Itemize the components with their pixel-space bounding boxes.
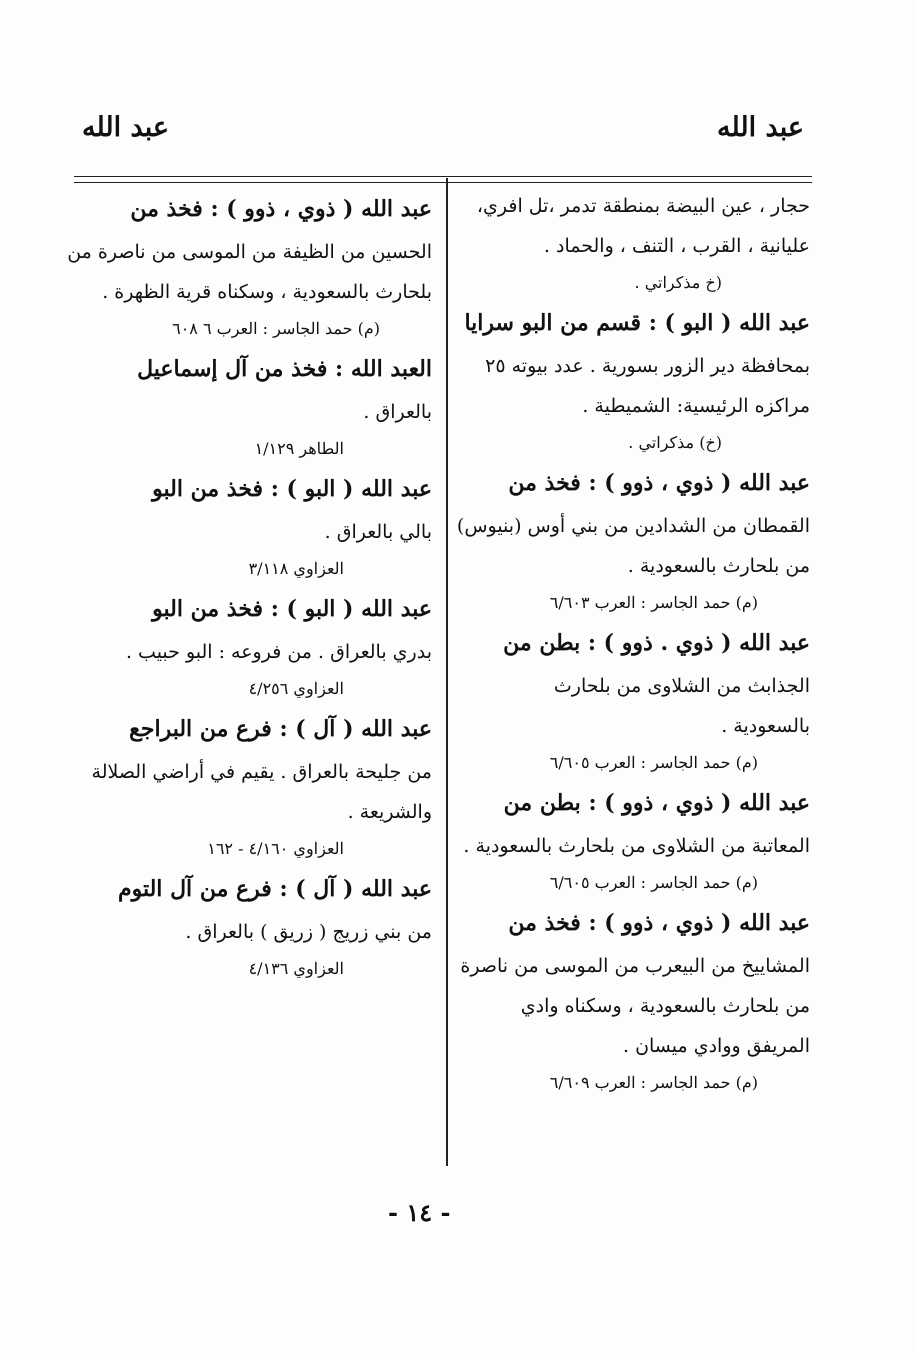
entry-text-line: بلحارث بالسعودية ، وسكناه قرية الظهرة . (102, 281, 432, 303)
dictionary-entry (82, 586, 432, 706)
dictionary-entry (460, 186, 810, 300)
entry-text-line: من بلحارث بالسعودية ، وسكناه وادي (520, 995, 810, 1017)
entry-source: (م) حمد الجاسر : العرب ٦ ٦٠٨ (172, 319, 380, 338)
entry-text-line: الحسين من الظيفة من الموسى من ناصرة من (67, 241, 432, 263)
dictionary-entry (82, 866, 432, 986)
entry-source: (م) حمد الجاسر : العرب ٦/٦٠٣ (549, 593, 758, 612)
entry-headline: عبد الله ( آل ) : فرع من البراجع (129, 716, 432, 742)
entry-headline: عبد الله ( ذوي ، ذوو ) : فخذ من (508, 470, 810, 496)
entry-text-line: من بني زريج ( زريق ) بالعراق . (185, 921, 432, 943)
page-number: - ١٤ - (388, 1198, 451, 1227)
header-rule (74, 176, 812, 177)
entry-headline: عبد الله ( ذوي . ذوو ) : بطن من (503, 630, 810, 656)
dictionary-entry (460, 780, 810, 900)
entry-headline: عبد الله ( البو ) : قسم من البو سرايا (464, 310, 810, 336)
entry-text-line: بالسعودية . (721, 715, 810, 737)
entry-text-line: بالعراق . (363, 401, 432, 423)
entry-headline: عبد الله ( ذوي ، ذوو ) : بطن من (503, 790, 810, 816)
entry-headline: العبد الله : فخذ من آل إسماعيل (137, 356, 432, 382)
entry-text-line: بمحافظة دير الزور بسورية . عدد بيوته ٢٥ (485, 355, 810, 377)
dictionary-entry (460, 620, 810, 780)
entry-text-line: المريفق ووادي ميسان . (622, 1035, 810, 1057)
entry-text-line: المشاييخ من البيعرب من الموسى من ناصرة (460, 955, 810, 977)
left-column (67, 186, 432, 986)
header-rule-double (74, 182, 812, 183)
entry-headline: عبد الله ( البو ) : فخذ من البو (152, 596, 432, 622)
entry-headline: عبد الله ( ذوي ، ذوو ) : فخذ من (130, 196, 432, 222)
entry-source: (خ مذكراتي . (634, 273, 722, 292)
entry-headline: عبد الله ( ذوي ، ذوو ) : فخذ من (508, 910, 810, 936)
dictionary-entry (82, 346, 432, 466)
entry-text-line: والشريعة . (347, 801, 432, 823)
entry-text-line: عليانية ، القرب ، التنف ، والحماد . (543, 235, 810, 257)
entry-source: (خ) مذكراتي . (628, 433, 722, 452)
entry-text-line: بالي بالعراق . (324, 521, 432, 543)
entry-headline: عبد الله ( البو ) : فخذ من البو (152, 476, 432, 502)
entry-headline: عبد الله ( آل ) : فرع من آل التوم (117, 876, 432, 902)
running-header-right: عبد الله (717, 112, 804, 143)
column-divider (446, 178, 448, 1166)
entry-source: (م) حمد الجاسر : العرب ٦/٦٠٥ (549, 753, 758, 772)
dictionary-entry (67, 186, 432, 346)
running-header-left: عبد الله (82, 112, 169, 143)
dictionary-entry (456, 460, 810, 620)
entry-source: العزاوي ٤/١٦٠ - ١٦٢ (207, 839, 344, 858)
dictionary-entry (460, 900, 810, 1100)
entry-source: العزاوي ٤/٢٥٦ (248, 679, 344, 698)
entry-source: الطاهر ١/١٢٩ (254, 439, 344, 458)
entry-source: العزاوي ٤/١٣٦ (248, 959, 344, 978)
dictionary-entry (82, 706, 432, 866)
right-column (456, 186, 810, 1100)
entry-source: (م) حمد الجاسر : العرب ٦/٦٠٩ (549, 1073, 758, 1092)
entry-source: (م) حمد الجاسر : العرب ٦/٦٠٥ (549, 873, 758, 892)
entry-text-line: مراكزه الرئيسية: الشميطية . (582, 395, 810, 417)
entry-text-line: من جليحة بالعراق . يقيم في أراضي الصلالة (91, 761, 432, 783)
entry-source: العزاوي ٣/١١٨ (248, 559, 344, 578)
entry-text-line: القمطان من الشدادين من بني أوس (بنيوس) (456, 515, 810, 537)
entry-text-line: من بلحارث بالسعودية . (627, 555, 810, 577)
dictionary-entry (82, 466, 432, 586)
dictionary-entry (460, 300, 810, 460)
entry-text-line: حجار ، عين البيضة بمنطقة تدمر ،تل افري، (476, 195, 810, 217)
entry-text-line: بدري بالعراق . من فروعه : البو حبيب . (125, 641, 432, 663)
entry-text-line: المعاتبة من الشلاوى من بلحارث بالسعودية . (463, 835, 810, 857)
entry-text-line: الجذابث من الشلاوى من بلحارث (553, 675, 810, 697)
